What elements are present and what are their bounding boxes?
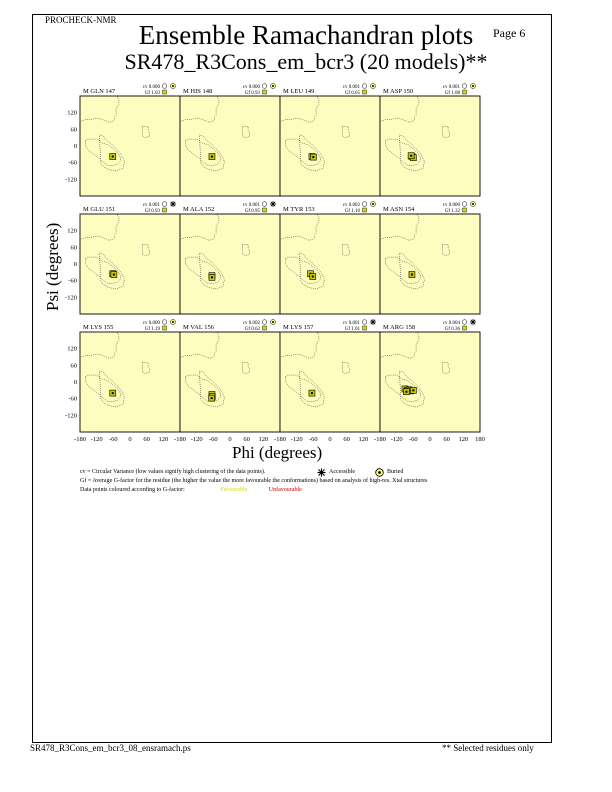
x-tick-label: -60	[408, 436, 418, 443]
buried-icon-dot	[372, 85, 374, 87]
chart-subtitle: SR478_R3Cons_em_bcr3 (20 models)**	[124, 49, 488, 74]
panel-m-lys-157	[280, 319, 380, 432]
gf-value: Gf 0.62	[244, 327, 260, 332]
residue-label: M HIS 148	[183, 88, 213, 95]
cv-marker-icon	[362, 202, 367, 207]
y-tick-label: 60	[70, 126, 77, 134]
gf-colour-icon	[263, 208, 267, 212]
x-tick-label: -60	[308, 436, 318, 443]
buried-icon	[375, 468, 384, 477]
cv-marker-icon	[262, 84, 267, 89]
buried-icon-dot	[472, 203, 474, 205]
residue-label: M ARG 158	[383, 324, 416, 331]
panel-background	[180, 214, 280, 314]
residue-label: M TYR 153	[283, 206, 315, 213]
residue-label: M ASP 150	[383, 88, 414, 95]
cv-value: cv 0.001	[342, 321, 360, 326]
panel-background	[280, 332, 380, 432]
gf-value: Gf 0.93	[144, 209, 160, 214]
gf-value: Gf 0.93	[244, 91, 260, 96]
buried-icon-dot	[472, 85, 474, 87]
x-tick-label: -120	[290, 436, 303, 443]
data-point-centre	[113, 274, 115, 276]
y-tick-label: -60	[68, 159, 77, 167]
gf-value: Gf 1.32	[444, 209, 460, 214]
cv-value: cv 0.000	[242, 85, 260, 90]
legend-buried: Buried	[387, 469, 404, 475]
data-point-centre	[211, 397, 213, 399]
data-point-centre	[311, 392, 313, 394]
gf-value: Gf 1.08	[444, 91, 460, 96]
x-tick-label: -180	[374, 436, 386, 443]
legend-colour-text: Data points coloured according to G-factor:	[80, 487, 185, 493]
x-tick-label: 60	[443, 436, 450, 443]
panel-m-gln-147	[80, 84, 180, 197]
cv-value: cv 0.001	[142, 203, 160, 208]
data-point-centre	[312, 276, 314, 278]
x-tick-label: -180	[174, 436, 186, 443]
residue-label: M ALA 152	[183, 206, 215, 213]
buried-icon-dot	[172, 321, 174, 323]
buried-icon-dot	[272, 321, 274, 323]
cv-marker-icon	[462, 320, 467, 325]
panel-background	[380, 332, 480, 432]
gf-colour-icon	[263, 90, 267, 94]
panel-m-val-156	[180, 320, 280, 433]
gf-colour-icon	[363, 208, 367, 212]
legend-line-1	[80, 469, 265, 475]
x-tick-label: 120	[158, 436, 169, 443]
data-point-centre	[405, 391, 407, 393]
y-axis-label: Psi (degrees)	[43, 222, 62, 311]
residue-label: M VAL 156	[183, 324, 214, 331]
accessible-icon	[270, 201, 276, 207]
legend-line-3	[80, 487, 302, 493]
buried-icon-dot	[372, 203, 374, 205]
data-point-centre	[112, 392, 114, 394]
panel-background	[280, 96, 380, 196]
legend-line-2: Gf = Average G-factor for the residue (the higher the value the more favourable the conformations) based on analysis of high-res. Xtal structures	[80, 478, 428, 484]
cv-marker-icon	[162, 202, 167, 207]
panel-background	[180, 332, 280, 432]
panel-background	[80, 96, 180, 196]
data-point-centre	[211, 276, 213, 278]
x-tick-label: -60	[108, 436, 118, 443]
panel-m-his-148	[180, 84, 280, 197]
legend-favourable: Favourable	[220, 487, 248, 493]
y-tick-label: 0	[73, 261, 77, 268]
residue-label: M GLN 147	[83, 88, 116, 95]
y-tick-label: 0	[73, 143, 77, 150]
accessible-icon	[170, 201, 176, 207]
panel-m-tyr-153	[280, 202, 380, 315]
gf-colour-icon	[363, 90, 367, 94]
data-point-centre	[112, 156, 114, 158]
cv-marker-icon	[162, 84, 167, 89]
gf-colour-icon	[163, 208, 167, 212]
residue-label: M GLU 151	[83, 206, 116, 213]
panel-background	[380, 96, 480, 196]
y-tick-label: -120	[65, 294, 77, 302]
data-point-centre	[211, 156, 213, 158]
x-tick-label: 120	[258, 436, 269, 443]
x-tick-label: -120	[90, 436, 103, 443]
x-tick-label: 0	[228, 436, 232, 443]
cv-value: cv 0.001	[242, 203, 260, 208]
cv-marker-icon	[462, 202, 467, 207]
cv-value: cv 0.004	[442, 321, 460, 326]
gf-colour-icon	[263, 326, 267, 330]
x-tick-label: -120	[190, 436, 203, 443]
x-tick-label: 120	[358, 436, 369, 443]
cv-marker-icon	[362, 320, 367, 325]
cv-marker-icon	[462, 84, 467, 89]
data-point-centre	[411, 274, 413, 276]
gf-value: Gf 1.10	[344, 209, 360, 214]
y-tick-label: -60	[68, 277, 77, 285]
chart-title: Ensemble Ramachandran plots	[138, 20, 474, 50]
residue-label: M LYS 157	[283, 324, 314, 331]
accessible-icon	[317, 468, 326, 477]
panel-m-asn-154	[380, 202, 480, 315]
y-tick-label: 120	[67, 227, 77, 235]
panel-m-leu-149	[280, 84, 380, 197]
cv-value: cv 0.001	[342, 85, 360, 90]
program-name: PROCHECK-NMR	[45, 15, 117, 25]
cv-marker-icon	[262, 320, 267, 325]
x-tick-label: 0	[428, 436, 432, 443]
cv-value: cv 0.000	[442, 203, 460, 208]
cv-value: cv 0.001	[442, 85, 460, 90]
y-tick-label: -60	[68, 395, 77, 403]
gf-colour-icon	[163, 326, 167, 330]
accessible-icon	[370, 319, 376, 325]
gf-value: Gf 0.95	[244, 209, 260, 214]
page-number: Page 6	[493, 26, 526, 40]
panel-m-asp-150	[380, 84, 480, 197]
panel-m-ala-152	[180, 201, 280, 314]
residue-label: M LYS 155	[83, 324, 114, 331]
residue-label: M ASN 154	[383, 206, 415, 213]
gf-colour-icon	[463, 208, 467, 212]
cv-marker-icon	[262, 202, 267, 207]
data-point-centre	[410, 155, 412, 157]
residue-label: M LEU 149	[283, 88, 315, 95]
panel-background	[280, 214, 380, 314]
y-tick-label: 60	[70, 362, 77, 370]
legend-accessible: Accessible	[329, 469, 355, 475]
legend-cv-text: cv = Circular Variance (low values signify high clustering of the data points).	[80, 469, 266, 475]
data-point-centre	[412, 389, 414, 391]
cv-value: cv 0.000	[142, 321, 160, 326]
gf-value: Gf 0.36	[444, 327, 460, 332]
footer-note: ** Selected residues only	[442, 743, 534, 753]
x-tick-label: 60	[143, 436, 150, 443]
panel-background	[180, 96, 280, 196]
gf-value: Gf 0.65	[344, 91, 360, 96]
x-tick-label: 60	[343, 436, 350, 443]
data-point-centre	[312, 156, 314, 158]
x-tick-label: -180	[274, 436, 286, 443]
y-tick-label: 120	[67, 345, 77, 353]
panel-m-arg-158	[380, 319, 480, 432]
cv-marker-icon	[362, 84, 367, 89]
y-tick-label: 60	[70, 244, 77, 252]
x-tick-label: 0	[328, 436, 332, 443]
x-tick-label: -180	[74, 436, 86, 443]
panel-background	[80, 332, 180, 432]
panel-m-lys-155	[80, 320, 180, 433]
cv-value: cv 0.002	[242, 321, 260, 326]
panel-background	[80, 214, 180, 314]
gf-value: Gf 1.03	[144, 91, 160, 96]
cv-value: cv 0.002	[342, 203, 360, 208]
x-tick-label: 60	[243, 436, 250, 443]
accessible-icon	[470, 319, 476, 325]
gf-value: Gf 1.01	[344, 327, 360, 332]
gf-value: Gf 1.19	[144, 327, 160, 332]
x-tick-label: 180	[475, 436, 485, 443]
x-axis-label: Phi (degrees)	[232, 443, 323, 462]
x-tick-label: -120	[390, 436, 403, 443]
x-tick-label: -60	[208, 436, 218, 443]
buried-icon-dot	[172, 85, 174, 87]
y-tick-label: -120	[65, 176, 77, 184]
buried-icon-dot	[272, 85, 274, 87]
gf-colour-icon	[463, 326, 467, 330]
y-tick-label: -120	[65, 412, 77, 420]
x-tick-label: 120	[458, 436, 469, 443]
cv-value: cv 0.000	[142, 85, 160, 90]
y-tick-label: 0	[73, 379, 77, 386]
panel-m-glu-151	[80, 201, 180, 314]
legend-unfavourable: Unfavourable	[268, 487, 302, 493]
y-tick-label: 120	[67, 109, 77, 117]
footer-filename: SR478_R3Cons_em_bcr3_08_ensramach.ps	[30, 743, 191, 753]
cv-marker-icon	[162, 320, 167, 325]
gf-colour-icon	[163, 90, 167, 94]
panel-background	[380, 214, 480, 314]
gf-colour-icon	[463, 90, 467, 94]
gf-colour-icon	[363, 326, 367, 330]
x-tick-label: 0	[128, 436, 132, 443]
